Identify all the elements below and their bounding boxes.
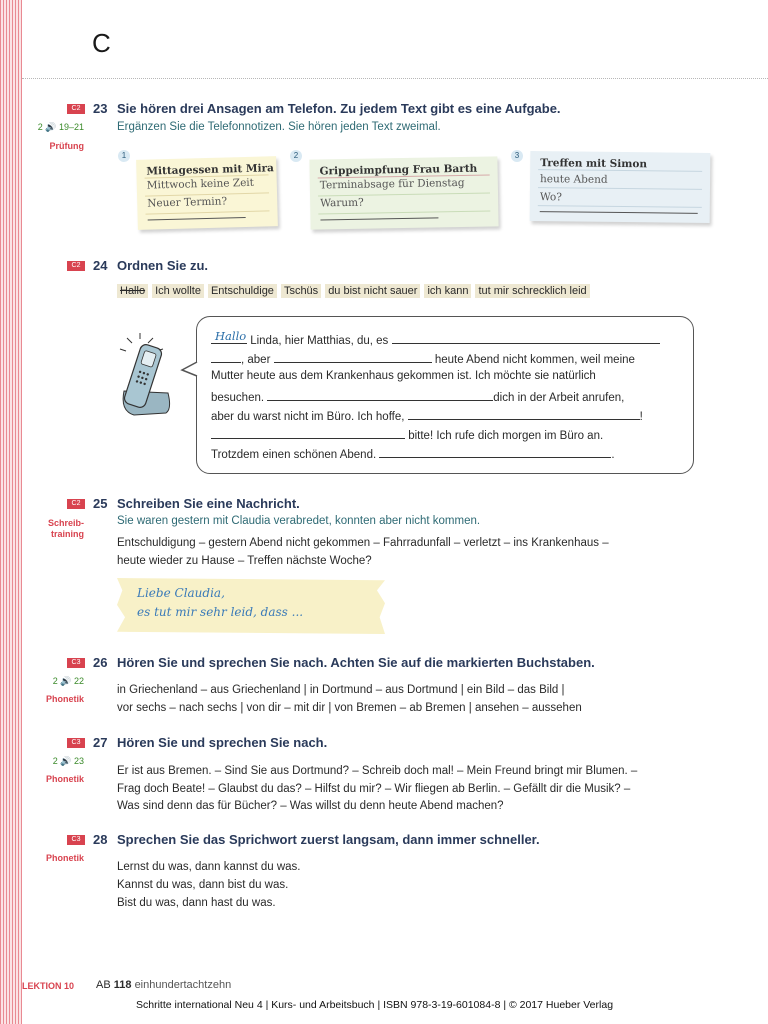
level-badge: C3 xyxy=(67,738,85,748)
cordless-phone-icon xyxy=(110,333,180,419)
exercise-number: 28 xyxy=(93,832,108,847)
note-line: Wo? xyxy=(539,191,562,204)
audio-track: 2 🔊 22 xyxy=(52,676,84,686)
word-chip: Tschüs xyxy=(281,284,321,298)
note-line: Mittwoch keine Zeit xyxy=(146,176,255,192)
level-badge: C2 xyxy=(67,104,85,114)
exercise-title: Hören Sie und sprechen Sie nach. Achten Sie auf die markierten Buchstaben. xyxy=(117,655,595,670)
phonetic-line: vor sechs – nach sechs | von dir – mit dir | von Bremen – ab Bremen | ansehen – aussehen xyxy=(117,702,582,714)
note-line: Neuer Termin? xyxy=(147,195,228,210)
level-badge: C2 xyxy=(67,261,85,271)
note-heading: Treffen mit Simon xyxy=(540,157,648,171)
note-heading: Mittagessen mit Mira xyxy=(146,162,275,178)
sentence-line: Frag doch Beate! – Glaubst du das? – Hilfst du mir? – Wir fliegen ab Berlin. – Gefällt dir die Musik? – xyxy=(117,783,631,795)
note-answer-blank[interactable] xyxy=(320,217,438,220)
note-answer-blank[interactable] xyxy=(540,211,698,214)
proverb-line: Lernst du was, dann kannst du was. xyxy=(117,861,301,873)
text-line: Trotzdem einen schönen Abend. . xyxy=(211,446,615,461)
level-badge: C2 xyxy=(67,499,85,509)
exercise-number: 27 xyxy=(93,735,108,750)
message-start: es tut mir sehr leid, dass ... xyxy=(137,605,304,619)
section-letter: C xyxy=(92,28,111,58)
phone-note-3 xyxy=(530,151,711,223)
audio-track: 2 🔊 23 xyxy=(52,756,84,766)
gap-blank[interactable] xyxy=(211,427,405,439)
text-line: aber du warst nicht im Büro. Ich hoffe, ! xyxy=(211,408,643,423)
note-number: 1 xyxy=(118,150,130,162)
text-line: Hallo Linda, hier Matthias, du, es xyxy=(211,332,660,347)
gap-answer[interactable]: Hallo xyxy=(211,332,247,344)
lesson-label: LEKTION 10 xyxy=(22,981,75,991)
exercise-number: 26 xyxy=(93,655,108,670)
word-chip: ich kann xyxy=(424,284,471,298)
exercise-title: Sie hören drei Ansagen am Telefon. Zu jedem Text gibt es eine Aufgabe. xyxy=(117,101,561,116)
proverb-line: Kannst du was, dann bist du was. xyxy=(117,879,289,891)
word-chip: tut mir schrecklich leid xyxy=(475,284,589,298)
text-line: bitte! Ich rufe dich morgen im Büro an. xyxy=(211,427,603,442)
word-chip: Entschuldige xyxy=(208,284,277,298)
page-number: AB 118 einhundertachtzehn xyxy=(96,979,232,991)
gap-blank[interactable] xyxy=(408,408,640,420)
prompt-text: heute wieder zu Hause – Treffen nächste Woche? xyxy=(117,555,372,567)
level-badge: C3 xyxy=(67,835,85,845)
exercise-label: Phonetik xyxy=(45,853,84,863)
word-chip: Hallo xyxy=(117,284,148,298)
gap-blank[interactable] xyxy=(379,446,611,458)
note-number: 2 xyxy=(290,150,302,162)
exercise-number: 23 xyxy=(93,101,108,116)
exercise-title: Schreiben Sie eine Nachricht. xyxy=(117,496,300,511)
text-line: Mutter heute aus dem Krankenhaus gekommen ist. Ich möchte sie natürlich xyxy=(211,370,596,382)
word-bank xyxy=(117,284,590,298)
exercise-number: 25 xyxy=(93,496,108,511)
copyright-line: Schritte international Neu 4 | Kurs- und Arbeitsbuch | ISBN 978-3-19-601084-8 | © 2017 Hueber Verlag xyxy=(136,999,614,1011)
prompt-text: Entschuldigung – gestern Abend nicht gekommen – Fahrradunfall – verletzt – ins Krankenhaus – xyxy=(117,537,609,549)
bubble-tail xyxy=(180,360,200,380)
exercise-label: Phonetik xyxy=(45,774,84,784)
text-line: besuchen. dich in der Arbeit anrufen, xyxy=(211,389,624,404)
gap-blank[interactable] xyxy=(267,389,493,401)
message-greeting: Liebe Claudia, xyxy=(137,586,225,600)
note-line: Warum? xyxy=(320,196,364,210)
exercise-number: 24 xyxy=(93,258,108,273)
left-margin-stripe xyxy=(0,0,22,1024)
exercise-label: Phonetik xyxy=(45,694,84,704)
header-divider xyxy=(22,78,768,79)
level-badge: C3 xyxy=(67,658,85,668)
exercise-label: Prüfung xyxy=(49,141,84,151)
exercise-instruction: Sie waren gestern mit Claudia verabredet, konnten aber nicht kommen. xyxy=(117,515,481,527)
phonetic-line: in Griechenland – aus Griechenland | in Dortmund – aus Dortmund | ein Bild – das Bild | xyxy=(117,684,565,696)
gap-blank[interactable] xyxy=(274,351,432,363)
gap-blank[interactable] xyxy=(392,332,660,344)
word-chip: du bist nicht sauer xyxy=(325,284,420,298)
word-chip: Ich wollte xyxy=(152,284,204,298)
note-heading: Grippeimpfung Frau Barth xyxy=(319,162,478,178)
sentence-line: Er ist aus Bremen. – Sind Sie aus Dortmund? – Schreib doch mal! – Mein Freund bringt mir Blumen. – xyxy=(117,765,638,777)
phone-note-2 xyxy=(309,156,498,229)
proverb-line: Bist du was, dann hast du was. xyxy=(117,897,276,909)
phone-note-1 xyxy=(136,156,278,230)
note-line: Terminabsage für Dienstag xyxy=(319,176,465,192)
sentence-line: Was sind denn das für Bücher? – Was willst du denn heute Abend machen? xyxy=(117,800,504,812)
note-number: 3 xyxy=(511,150,523,162)
exercise-title: Sprechen Sie das Sprichwort zuerst langsam, dann immer schneller. xyxy=(117,832,540,847)
text-line: , aber heute Abend nicht kommen, weil meine xyxy=(211,351,635,366)
exercise-title: Ordnen Sie zu. xyxy=(117,258,209,273)
gap-blank[interactable] xyxy=(211,351,241,363)
exercise-title: Hören Sie und sprechen Sie nach. xyxy=(117,735,328,750)
note-answer-blank[interactable] xyxy=(148,217,246,221)
exercise-instruction: Ergänzen Sie die Telefonnotizen. Sie hören jeden Text zweimal. xyxy=(117,121,441,133)
note-line: heute Abend xyxy=(540,173,608,186)
exercise-label: Schreib- training xyxy=(47,518,84,539)
audio-track: 2 🔊 19–21 xyxy=(37,122,84,132)
